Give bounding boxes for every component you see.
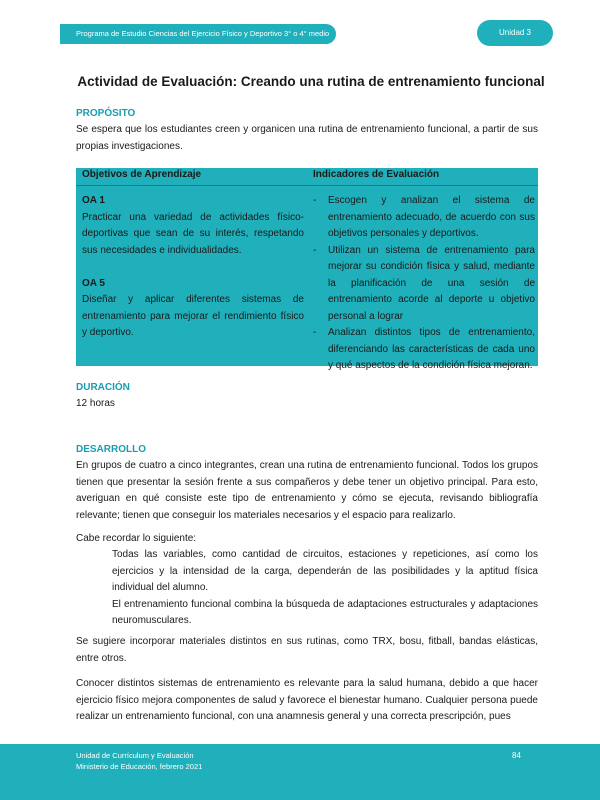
proposito-text: Se espera que los estudiantes creen y organicen una rutina de entrenamiento funcional, a partir de sus propias investigaciones. xyxy=(76,124,538,152)
oa1-text: Practicar una variedad de actividades físico-deportivas que sean de su interés, respetando sus necesidades e individualidades. xyxy=(82,211,304,256)
objectives-table xyxy=(76,168,538,371)
page-title: Actividad de Evaluación: Creando una rutina de entrenamiento funcional xyxy=(77,74,545,89)
duracion-heading: DURACIÓN xyxy=(76,382,130,393)
footer-ministry: Ministerio de Educación, febrero 2021 xyxy=(76,762,203,771)
table-header-objetivos: Objetivos de Aprendizaje xyxy=(82,169,202,180)
indicator-item: - Analizan distintos tipos de entrenamiento, diferenciando las características de cada uno y qué aspectos de la condición física mejoran. xyxy=(313,325,535,375)
recordar-intro: Cabe recordar lo siguiente: xyxy=(76,533,197,544)
recordar-item: Todas las variables, como cantidad de circuitos, estaciones y repeticiones, así como los ejercicios y la intensidad de la carga, dependerán de las posibilidades y la aptitud física individual del alumno. xyxy=(112,549,538,593)
program-title: Programa de Estudio Ciencias del Ejercicio Físico y Deportivo 3° o 4° medio xyxy=(76,29,330,38)
desarrollo-paragraph-1: En grupos de cuatro a cinco integrantes, crean una rutina de entrenamiento funcional. Todos los grupos tienen que presentar la sesión frente a sus compañeros y debe tener un objetivo principal. Para esto, averiguan en qué consiste este tipo de entrenamiento y cómo se ejecuta, revisando bibliografía relevante; tienen que conseguir los materiales necesarios y el espacio para realizarlo. xyxy=(76,460,538,521)
indicators-list xyxy=(313,193,535,375)
unit-badge: Unidad 3 xyxy=(477,20,553,46)
recordar-item: El entrenamiento funcional combina la búsqueda de adaptaciones estructurales y adaptaciones neuromusculares. xyxy=(112,598,538,626)
duracion-text: 12 horas xyxy=(76,398,115,409)
indicator-item: - Utilizan un sistema de entrenamiento para mejorar su condición física y salud, mediante la planificación de una sesión de entrenamiento acorde al deporte u objetivo personal a lograr xyxy=(313,243,535,326)
oa5-code: OA 5 xyxy=(82,277,105,289)
page-number: 84 xyxy=(512,751,521,760)
desarrollo-paragraph-2: Se sugiere incorporar materiales distintos en sus rutinas, como TRX, bosu, fitball, bandas elásticas, entre otros. xyxy=(76,636,538,664)
desarrollo-paragraph-3: Conocer distintos sistemas de entrenamiento es relevante para la salud humana, debido a que hacer ejercicio físico mejora componentes de salud y favorece el bienestar humano. Cualquier persona puede realizar un entrenamiento funcional, con una anamnesis general y una correcta prescripción, pues xyxy=(76,678,538,722)
indicators-column xyxy=(313,193,535,375)
recordar-block xyxy=(112,547,538,630)
desarrollo-heading: DESARROLLO xyxy=(76,444,146,455)
oa1-code: OA 1 xyxy=(82,195,105,206)
table-header-row xyxy=(76,168,538,186)
table-header-indicadores: Indicadores de Evaluación xyxy=(313,169,440,180)
footer-unit: Unidad de Currículum y Evaluación xyxy=(76,751,194,760)
oa5-text: Diseñar y aplicar diferentes sistemas de entrenamiento para mejorar el rendimiento físico y deportivo. xyxy=(82,294,304,338)
indicator-item: - Escogen y analizan el sistema de entrenamiento adecuado, de acuerdo con sus objetivos personales y deportivos. xyxy=(313,193,535,243)
objectives-column xyxy=(82,193,304,342)
proposito-heading: PROPÓSITO xyxy=(76,108,136,119)
